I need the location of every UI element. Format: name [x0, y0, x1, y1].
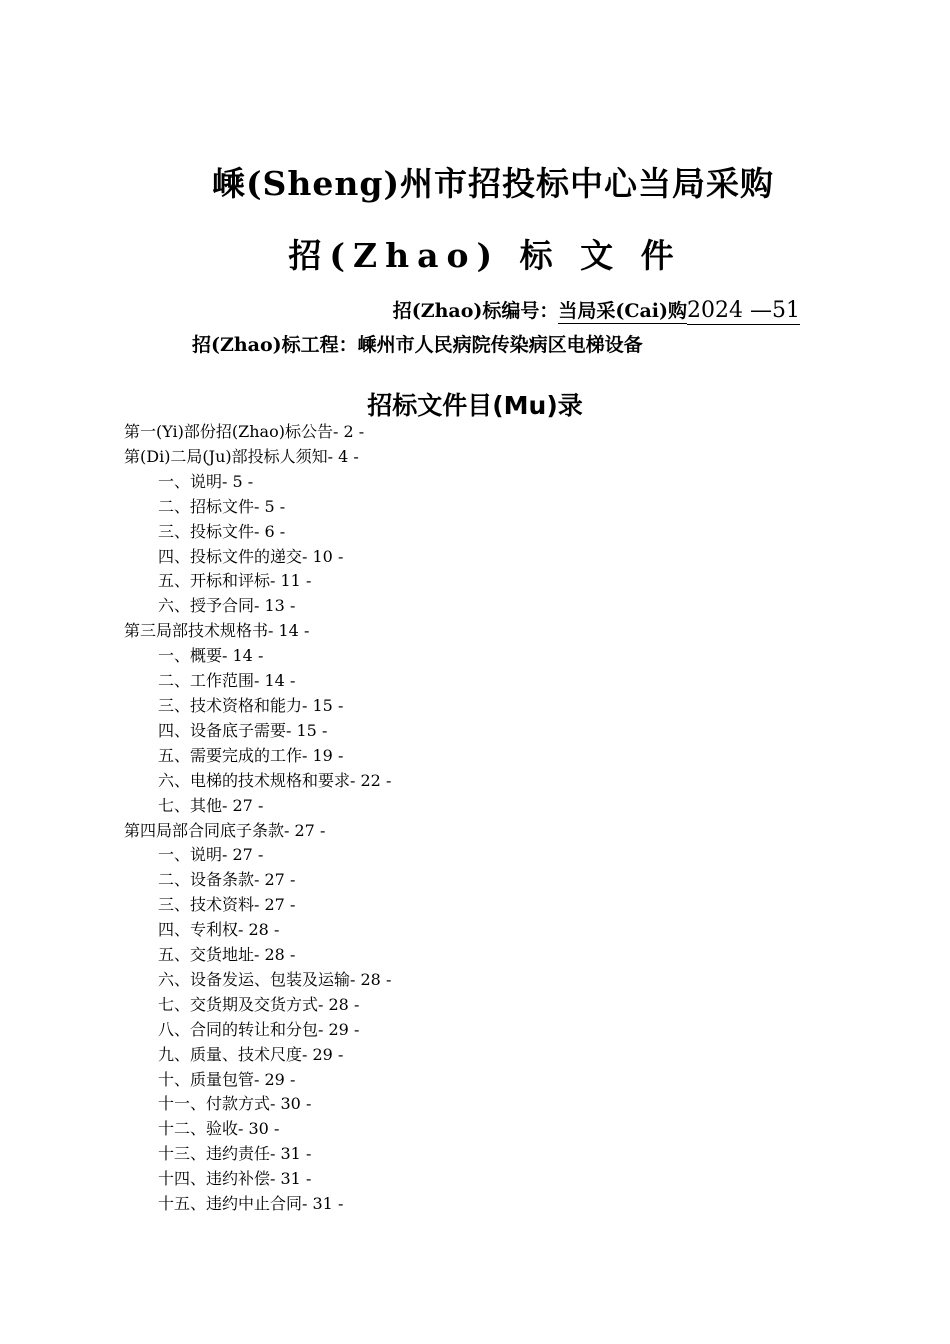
tender-project-value: 嵊州市人民病院传染病区电梯设备: [357, 334, 643, 356]
toc-subsection-entry[interactable]: 十五、违约中止合同- 31 -: [158, 1194, 344, 1214]
toc-subsection-entry[interactable]: 七、其他- 27 -: [158, 795, 264, 815]
table-of-contents: [124, 420, 391, 1217]
toc-subsection-entry[interactable]: 六、授予合同- 13 -: [158, 596, 296, 616]
toc-subsection-entry[interactable]: 五、需要完成的工作- 19 -: [158, 745, 344, 765]
toc-subsection-entry[interactable]: 一、说明- 5 -: [158, 471, 254, 491]
tender-number-value-part1: 当局采(Cai)购: [558, 300, 688, 322]
toc-subsection-entry[interactable]: 九、质量、技术尺度- 29 -: [158, 1044, 344, 1064]
toc-subsection-entry[interactable]: 五、开标和评标- 11 -: [158, 571, 312, 591]
document-title: 嵊(Sheng)州市招投标中心当局采购: [211, 164, 775, 203]
tender-number-label: 招(Zhao)标编号：: [392, 300, 559, 322]
toc-subsection-entry[interactable]: 一、概要- 14 -: [158, 646, 264, 666]
toc-heading: 招标文件目(Mu)录: [367, 391, 583, 420]
toc-subsection-entry[interactable]: 二、招标文件- 5 -: [158, 496, 286, 516]
toc-subsection-entry[interactable]: 八、合同的转让和分包- 29 -: [158, 1019, 360, 1039]
toc-section-entry[interactable]: 第(Di)二局(Ju)部投标人须知- 4 -: [124, 446, 359, 466]
tender-project-label: 招(Zhao)标工程：: [192, 334, 358, 356]
toc-subsection-entry[interactable]: 五、交货地址- 28 -: [158, 945, 296, 965]
toc-subsection-entry[interactable]: 七、交货期及交货方式- 28 -: [158, 994, 360, 1014]
toc-subsection-entry[interactable]: 四、投标文件的递交- 10 -: [158, 546, 344, 566]
toc-subsection-entry[interactable]: 十一、付款方式- 30 -: [158, 1094, 312, 1114]
toc-subsection-entry[interactable]: 六、电梯的技术规格和要求- 22 -: [158, 770, 392, 790]
toc-subsection-entry[interactable]: 十、质量包管- 29 -: [158, 1069, 296, 1089]
toc-subsection-entry[interactable]: 一、说明- 27 -: [158, 845, 264, 865]
tender-number-value-part2: 2024 —51: [687, 298, 800, 323]
toc-subsection-entry[interactable]: 十三、违约责任- 31 -: [158, 1144, 312, 1164]
document-subtitle: 招(Zhao) 标 文 件: [288, 236, 682, 275]
toc-section-entry[interactable]: 第三局部技术规格书- 14 -: [124, 621, 310, 641]
toc-section-entry[interactable]: 第四局部合同底子条款- 27 -: [124, 820, 326, 840]
toc-section-entry[interactable]: 第一(Yi)部份招(Zhao)标公告- 2 -: [124, 422, 365, 441]
toc-subsection-entry[interactable]: 四、设备底子需要- 15 -: [158, 720, 328, 740]
toc-subsection-entry[interactable]: 三、技术资格和能力- 15 -: [158, 695, 344, 715]
toc-subsection-entry[interactable]: 十二、验收- 30 -: [158, 1119, 280, 1139]
toc-subsection-entry[interactable]: 二、设备条款- 27 -: [158, 870, 296, 890]
toc-subsection-entry[interactable]: 三、技术资料- 27 -: [158, 895, 296, 915]
toc-subsection-entry[interactable]: 三、投标文件- 6 -: [158, 521, 286, 541]
toc-subsection-entry[interactable]: 四、专利权- 28 -: [158, 920, 280, 940]
toc-subsection-entry[interactable]: 六、设备发运、包装及运输- 28 -: [158, 969, 392, 989]
toc-subsection-entry[interactable]: 十四、违约补偿- 31 -: [158, 1169, 312, 1189]
tender-project-line: [192, 330, 643, 357]
toc-subsection-entry[interactable]: 二、工作范围- 14 -: [158, 671, 296, 691]
tender-number-line: [393, 296, 800, 323]
